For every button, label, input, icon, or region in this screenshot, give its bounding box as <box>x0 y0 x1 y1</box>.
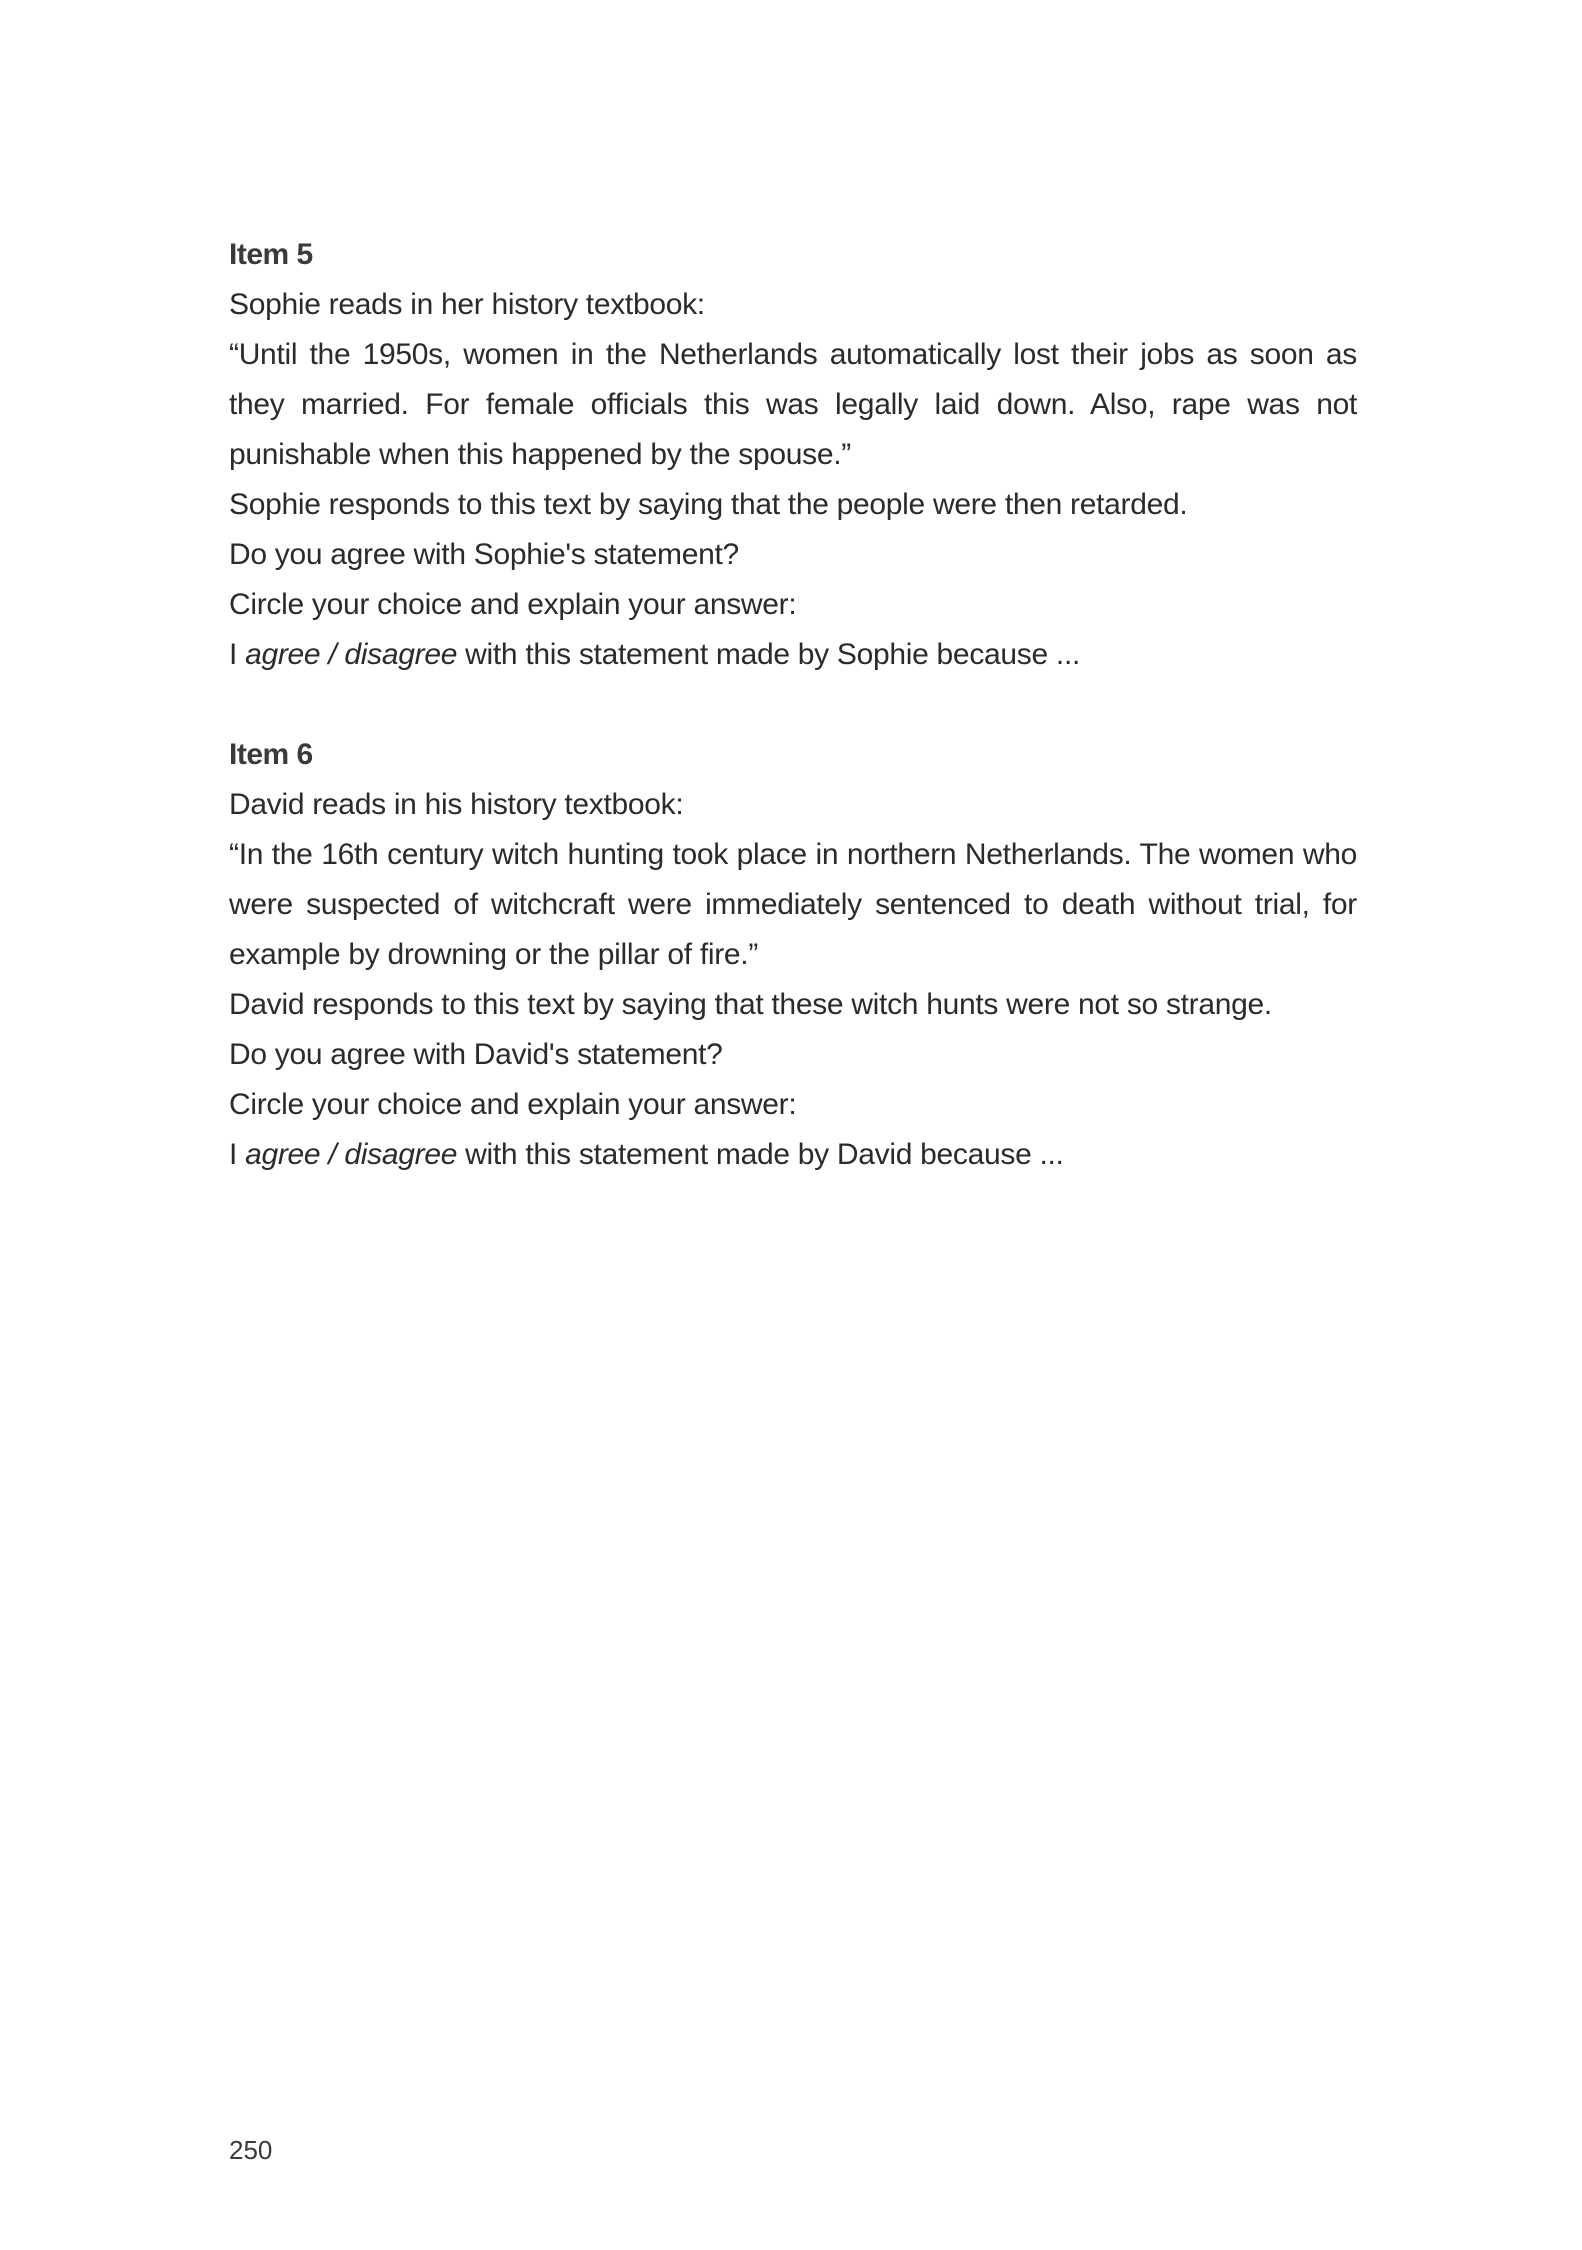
answer-suffix: with this statement made by Sophie because ... <box>457 638 1081 671</box>
student-response: Sophie responds to this text by saying that the people were then retarded. <box>229 488 1188 521</box>
page-number: 250 <box>229 2135 273 2165</box>
textbook-quote: “Until the 1950s, women in the Netherlands automatically lost their jobs as soon as they married. For female officials this was legally laid down. Also, rape was not punishable when this happened by the spouse.” <box>229 338 1357 471</box>
item-instruction: Circle your choice and explain your answer: <box>229 1088 797 1121</box>
page-content <box>229 230 1357 1230</box>
item-title: Item 5 <box>229 238 313 271</box>
item-instruction: Circle your choice and explain your answer: <box>229 588 797 621</box>
item-6 <box>229 730 1357 1180</box>
student-response: David responds to this text by saying that these witch hunts were not so strange. <box>229 988 1272 1021</box>
answer-choice: agree / disagree <box>245 1138 458 1171</box>
answer-prefix: I <box>229 1138 246 1171</box>
answer-line <box>229 630 1357 680</box>
item-title: Item 6 <box>229 738 313 771</box>
answer-prefix: I <box>229 638 246 671</box>
answer-suffix: with this statement made by David because ... <box>457 1138 1064 1171</box>
answer-line <box>229 1130 1357 1180</box>
item-intro: Sophie reads in her history textbook: <box>229 288 705 321</box>
item-intro: David reads in his history textbook: <box>229 788 684 821</box>
textbook-quote: “In the 16th century witch hunting took place in northern Netherlands. The women who were suspected of witchcraft were immediately sentenced to death without trial, for example by drowning or the pillar of fire.” <box>229 838 1357 971</box>
item-question: Do you agree with Sophie's statement? <box>229 538 739 571</box>
item-question: Do you agree with David's statement? <box>229 1038 723 1071</box>
item-5 <box>229 230 1357 680</box>
answer-choice: agree / disagree <box>245 638 458 671</box>
